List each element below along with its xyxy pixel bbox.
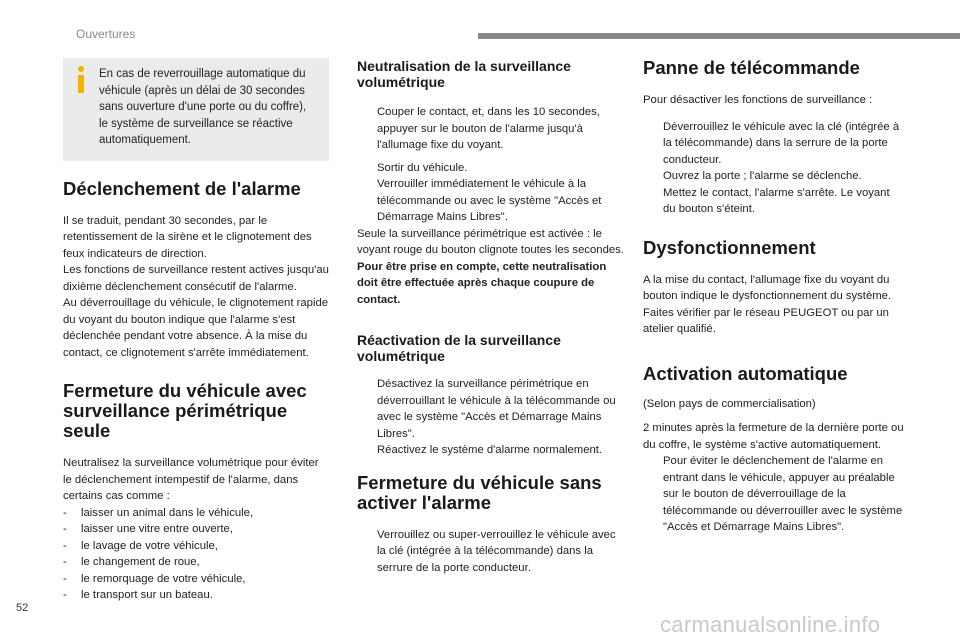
- list-item: Désactivez la surveillance périmétrique en déverrouillant le véhicule à la télécommande ou avec le système "Accès et Démarrage Mains Libres".: [377, 378, 616, 440]
- info-icon: [77, 66, 85, 92]
- list-item: Verrouiller immédiatement le véhicule à la télécommande ou avec le système "Accès et Démarrage Mains Libres".: [377, 178, 602, 223]
- column-3: [643, 58, 905, 536]
- watermark: carmanualsonline.info: [660, 612, 881, 637]
- info-box: [63, 58, 329, 161]
- arrow-list: [357, 104, 627, 154]
- list-item: - laisser un animal dans le véhicule,: [63, 506, 254, 519]
- list-item: - le lavage de votre véhicule,: [63, 539, 218, 552]
- warning-text: Pour être prise en compte, cette neutralisation doit être effectuée après chaque coupure de contact.: [357, 260, 607, 306]
- arrow-list: [643, 119, 905, 218]
- list-item: Ouvrez la porte ; l'alarme se déclenche.: [663, 170, 862, 182]
- arrow-list: [357, 527, 627, 577]
- heading-dysfonctionnement: Dysfonctionnement: [643, 236, 816, 258]
- column-2: [357, 58, 627, 576]
- paragraph: Seule la surveillance périmétrique est activée : le voyant rouge du bouton clignote toutes les secondes.: [357, 227, 624, 256]
- section-title: Ouvertures: [76, 27, 136, 41]
- list-item: Couper le contact, et, dans les 10 secondes, appuyer sur le bouton de l'alarme jusqu'à l'allumage fixe du voyant.: [377, 106, 600, 151]
- dash-list: [63, 505, 329, 604]
- list-item: Verrouillez ou super-verrouillez le véhicule avec la clé (intégrée à la télécommande) dans la serrure de la porte conducteur.: [377, 528, 616, 574]
- paragraph: 2 minutes après la fermeture de la dernière porte ou du coffre, le système s'active automatiquement.: [643, 422, 904, 451]
- heading-declenchement: Déclenchement de l'alarme: [63, 177, 301, 199]
- list-item: Déverrouillez le véhicule avec la clé (intégrée à la télécommande) dans la serrure de la porte conducteur.: [663, 120, 900, 166]
- heading-panne-telecommande: Panne de télécommande: [643, 57, 860, 78]
- page-number: 52: [16, 602, 29, 614]
- info-text: En cas de reverrouillage automatique du véhicule (après un délai de 30 secondes sans ouverture d'une porte ou du coffre), le système de surveillance se réactive automatiquement.: [99, 68, 307, 146]
- paragraph: Faites vérifier par le réseau PEUGEOT ou par un atelier qualifié.: [643, 306, 889, 335]
- list-item: - le transport sur un bateau.: [63, 589, 213, 601]
- list-item: Mettez le contact, l'alarme s'arrête. Le voyant du bouton s'éteint.: [663, 186, 890, 215]
- list-item: - le remorquage de votre véhicule,: [63, 572, 246, 585]
- paragraph: A la mise du contact, l'allumage fixe du voyant du bouton indique le dysfonctionnement du système.: [643, 273, 892, 302]
- list-item: Réactivez le système d'alarme normalement.: [377, 444, 603, 456]
- paragraph: (Selon pays de commercialisation): [643, 397, 816, 410]
- paragraph: Au déverrouillage du véhicule, le clignotement rapide du voyant du bouton indique que l'alarme s'est déclenchée pendant votre absence. À la mise du contact, ce clignotement s'arrête immédiatement.: [63, 297, 329, 359]
- header-bar: [478, 33, 960, 39]
- arrow-list: [357, 160, 627, 226]
- column-1: [63, 58, 329, 604]
- list-item: Pour éviter le déclenchement de l'alarme en entrant dans le véhicule, appuyer au préalable sur le bouton de déverrouillage de la télécommande ou déverrouiller avec le système "Accès et Démarrage Mains Libres".: [663, 455, 903, 533]
- heading-activation-automatique: Activation automatique: [643, 362, 848, 384]
- paragraph: Les fonctions de surveillance restent actives jusqu'au dixième déclenchement consécutif de l'alarme.: [63, 264, 329, 293]
- heading-neutralisation: Neutralisation de la surveillance volumétrique: [357, 58, 571, 90]
- paragraph: Neutralisez la surveillance volumétrique pour éviter le déclenchement intempestif de l'alarme, dans certains cas comme :: [63, 457, 319, 502]
- heading-fermeture-sans-alarme: Fermeture du véhicule sans activer l'alarme: [357, 471, 602, 513]
- list-item: - laisser une vitre entre ouverte,: [63, 523, 233, 535]
- paragraph: Il se traduit, pendant 30 secondes, par le retentissement de la sirène et le clignotement des feux indicateurs de direction.: [63, 214, 312, 260]
- heading-fermeture-perimetrique: Fermeture du véhicule avec surveillance périmétrique seule: [63, 380, 307, 441]
- heading-reactivation: Réactivation de la surveillance volumétrique: [357, 332, 561, 364]
- arrow-list: [643, 453, 905, 536]
- list-item: - le changement de roue,: [63, 556, 200, 568]
- arrow-list: [357, 376, 627, 459]
- paragraph: Pour désactiver les fonctions de surveillance :: [643, 94, 873, 106]
- list-item: Sortir du véhicule.: [377, 161, 468, 174]
